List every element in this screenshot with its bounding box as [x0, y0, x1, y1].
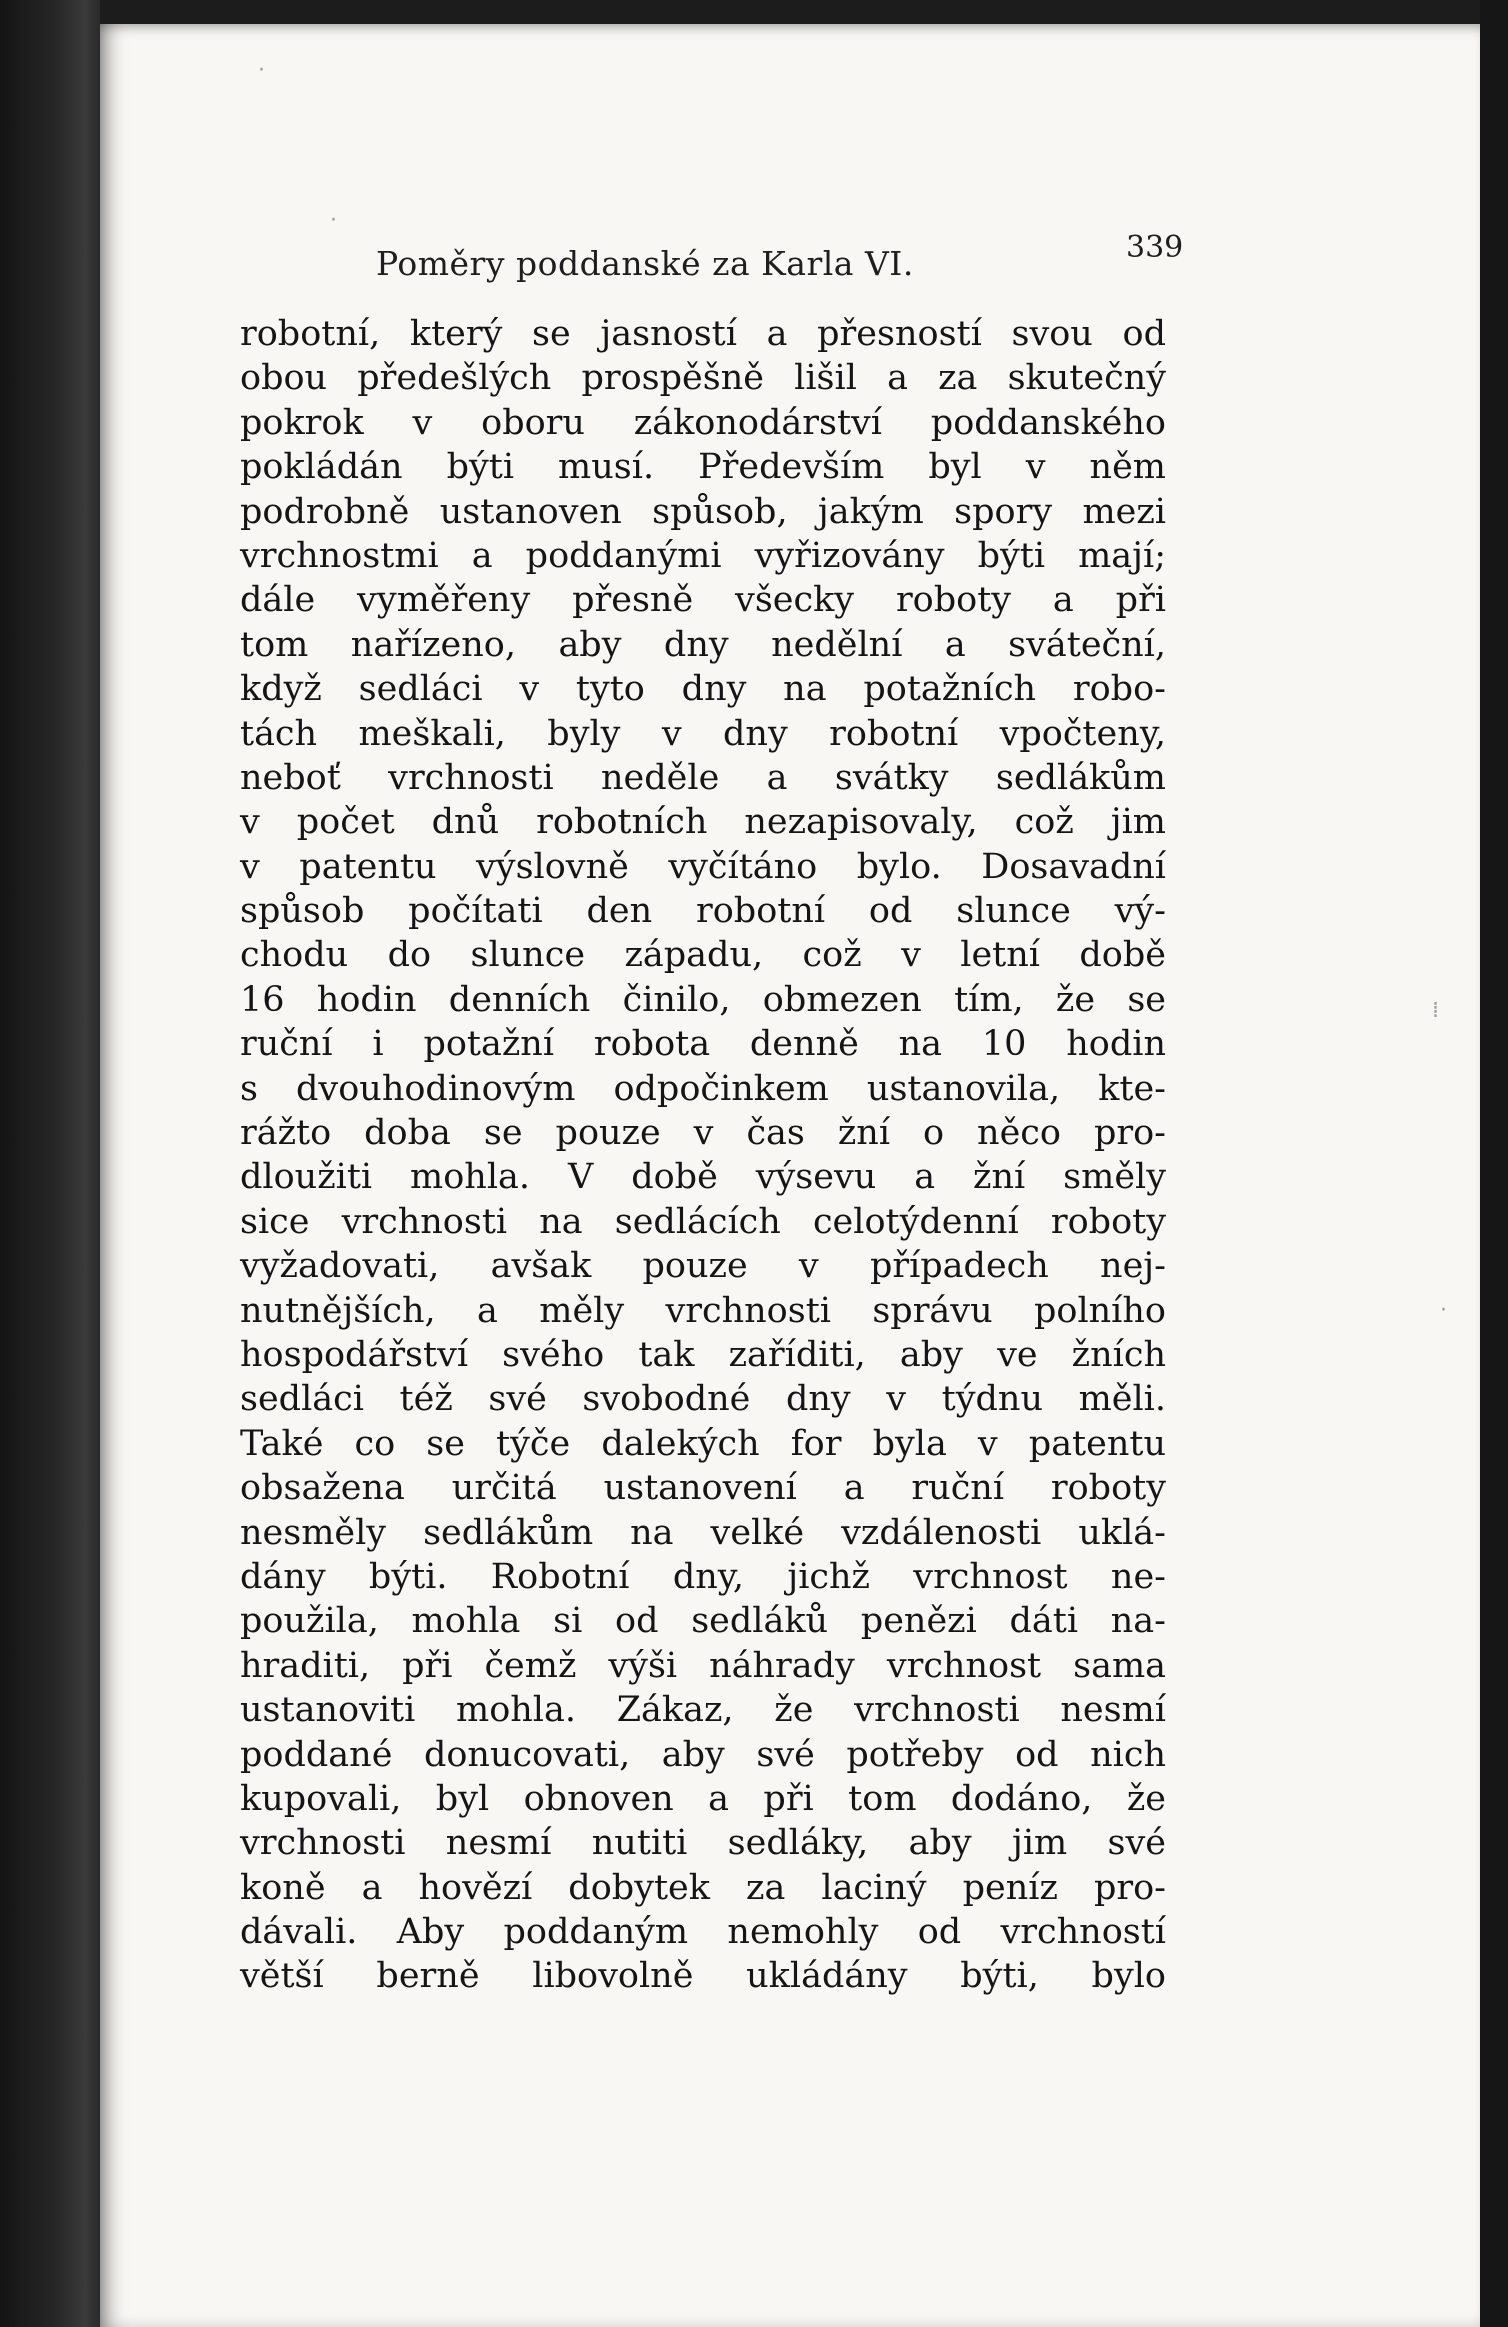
text-line: koně a hovězí dobytek za laciný peníz pro- [240, 1867, 1166, 1908]
text-line: nesměly sedlákům na velké vzdálenosti uklá- [240, 1512, 1166, 1553]
text-line: použila, mohla si od sedláků penězi dáti na- [240, 1601, 1166, 1642]
text-line: vrchnosti nesmí nutiti sedláky, aby jim své [240, 1823, 1166, 1864]
dust-speck: · [1440, 1298, 1447, 1323]
text-line: dávali. Aby poddaným nemohly od vrchností [240, 1912, 1166, 1953]
text-line: chodu do slunce západu, což v letní době [240, 935, 1166, 976]
dust-speck: · [330, 208, 337, 233]
book-spine-shadow [0, 0, 100, 2327]
text-line: pokrok v oboru zákonodárství poddanského [240, 402, 1166, 443]
running-head: Poměry poddanské za Karla VI. [376, 244, 914, 283]
text-line: neboť vrchnosti neděle a svátky sedlákům [240, 757, 1166, 798]
text-line: ruční i potažní robota denně na 10 hodin [240, 1024, 1166, 1065]
text-line: ustanoviti mohla. Zákaz, že vrchnosti nesmí [240, 1690, 1166, 1731]
text-line: podrobně ustanoven spůsob, jakým spory mezi [240, 491, 1166, 532]
text-line: kupovali, byl obnoven a při tom dodáno, že [240, 1778, 1166, 1819]
dust-speck: · [258, 58, 265, 83]
text-line: vyžadovati, avšak pouze v případech nej- [240, 1246, 1166, 1287]
text-line: rážto doba se pouze v čas žní o něco pro- [240, 1113, 1166, 1154]
text-line: větší berně libovolně ukládány býti, bylo [240, 1956, 1166, 1997]
text-line: s dvouhodinovým odpočinkem ustanovila, kte- [240, 1068, 1166, 1109]
dust-speck: ⁞ [1432, 998, 1439, 1023]
text-line: tom nařízeno, aby dny nedělní a sváteční, [240, 624, 1166, 665]
text-line: v patentu výslovně vyčítáno bylo. Dosavadní [240, 846, 1166, 887]
text-line: hraditi, při čemž výši náhrady vrchnost sama [240, 1645, 1166, 1686]
scanner-border [1480, 0, 1508, 2327]
text-line: robotní, který se jasností a přesností svou od [240, 314, 1166, 354]
text-line: když sedláci v tyto dny na potažních robo- [240, 669, 1166, 710]
body-paragraph [240, 312, 1166, 1999]
text-line: sice vrchnosti na sedlácích celotýdenní roboty [240, 1201, 1166, 1242]
text-line: dále vyměřeny přesně všecky roboty a při [240, 580, 1166, 621]
text-line: obou předešlých prospěšně lišil a za skutečný [240, 358, 1166, 399]
text-line: spůsob počítati den robotní od slunce vý- [240, 891, 1166, 932]
text-line: hospodářství svého tak zaříditi, aby ve žních [240, 1334, 1166, 1375]
text-line: vrchnostmi a poddanými vyřizovány býti mají; [240, 535, 1166, 576]
text-line: dloužiti mohla. V době výsevu a žní směly [240, 1157, 1166, 1198]
text-line: tách meškali, byly v dny robotní vpočteny, [240, 713, 1166, 754]
text-line: obsažena určitá ustanovení a ruční roboty [240, 1468, 1166, 1509]
text-line: Také co se týče dalekých for byla v patentu [240, 1423, 1166, 1464]
text-line: pokládán býti musí. Především byl v něm [240, 447, 1166, 488]
page-number: 339 [1126, 230, 1184, 265]
text-line: nutnějších, a měly vrchnosti správu polního [240, 1290, 1166, 1331]
text-line: poddané donucovati, aby své potřeby od nich [240, 1734, 1166, 1775]
text-line: v počet dnů robotních nezapisovaly, což jim [240, 802, 1166, 843]
text-line: sedláci též své svobodné dny v týdnu měli. [240, 1379, 1166, 1420]
text-line: dány býti. Robotní dny, jichž vrchnost ne- [240, 1556, 1166, 1597]
text-line: 16 hodin denních činilo, obmezen tím, že se [240, 979, 1166, 1020]
